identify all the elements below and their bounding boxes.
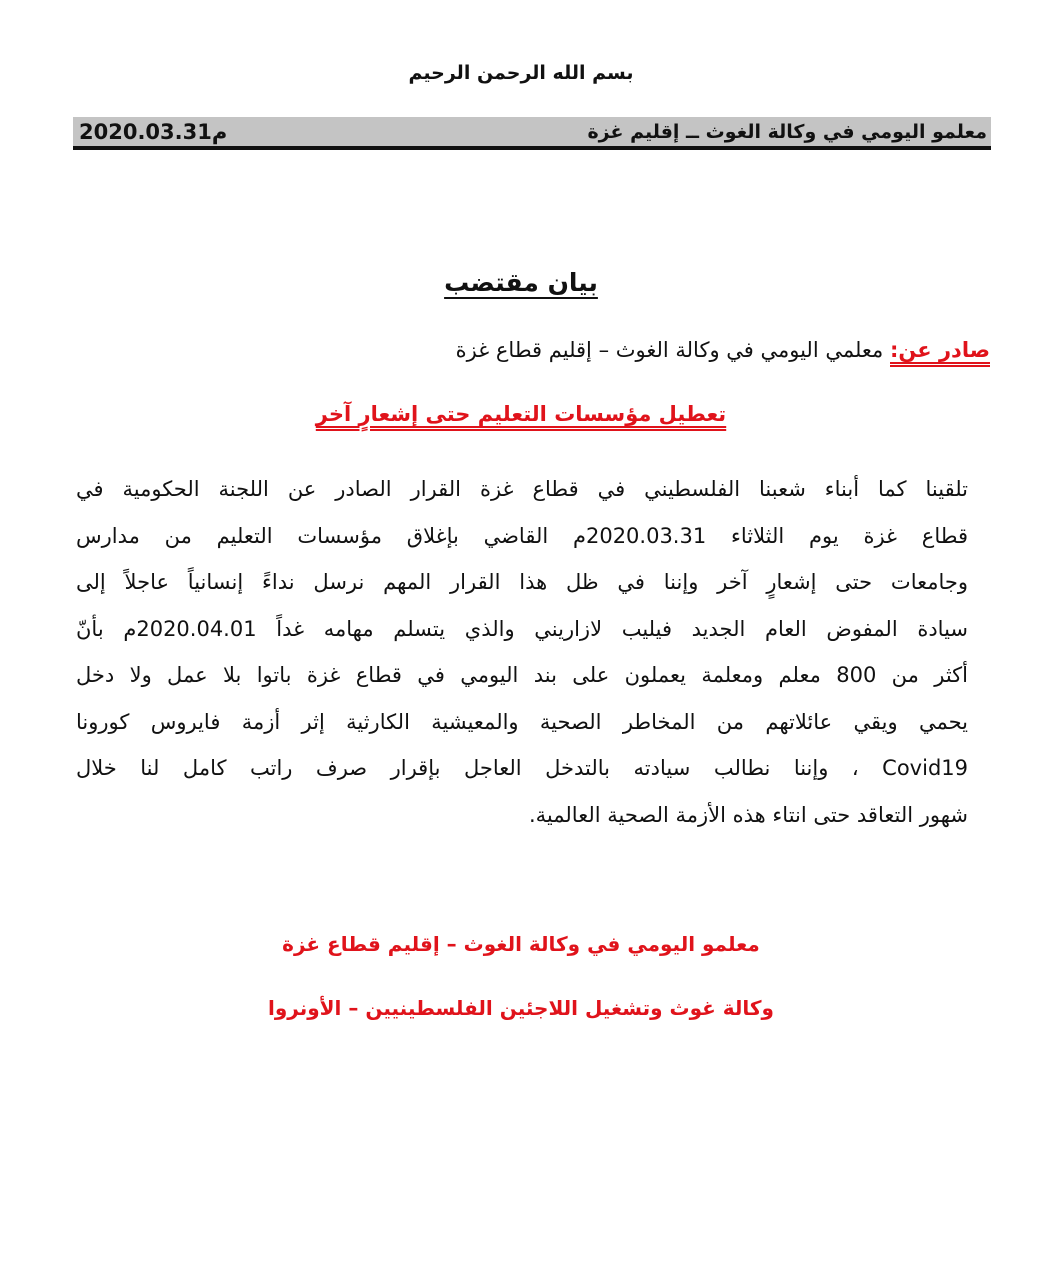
signature-line-2: وكالة غوث وتشغيل اللاجئين الفلسطينيين – الأونروا: [267, 996, 774, 1020]
body-line: شهور التعاقد حتى انتاء هذه الأزمة الصحية العالمية.: [529, 802, 968, 827]
body-line: سيادة المفوض العام الجديد فيليب لازاريني والذي يتسلم مهامه غداً 2020.04.01م بأنّ: [76, 616, 969, 641]
body-line: يحمي ويقي عائلاتهم من المخاطر الصحية والمعيشية الكارثية إثر أزمة فايروس كورونا: [76, 709, 968, 734]
header-organization: معلمو اليومي في وكالة الغوث ــ إقليم غزة: [587, 120, 987, 143]
body-line: وجامعات حتى إشعارٍ آخر وإننا في ظل هذا القرار المهم نرسل نداءً إنسانياً عاجلاً إلى: [76, 570, 968, 594]
issuer-label: صادر عن:: [890, 338, 990, 362]
body-line: تلقينا كما أبناء شعبنا الفلسطيني في قطاع غزة القرار الصادر عن اللجنة الحكومية في: [76, 477, 968, 501]
signature-line-1: معلمو اليومي في وكالة الغوث – إقليم قطاع غزة: [282, 932, 760, 956]
issuer-line: [456, 338, 990, 362]
header-bar: [73, 117, 991, 150]
document-title: [0, 268, 1042, 297]
document-title-text: بيان مقتضب: [444, 268, 598, 297]
body-line: Covid19 ، وإننا نطالب سيادته بالتدخل العاجل بإقرار صرف راتب كامل لنا خلال: [76, 756, 968, 780]
body-line: قطاع غزة يوم الثلاثاء 2020.03.31م القاضي بإغلاق مؤسسات التعليم من مدارس: [76, 523, 968, 548]
document-subtitle: [0, 402, 1042, 426]
header-date: 2020.03.31م: [79, 119, 228, 144]
document-subtitle-text: تعطيل مؤسسات التعليم حتى إشعارٍ آخر: [315, 402, 727, 426]
basmala-heading: بسم الله الرحمن الرحيم: [408, 62, 634, 84]
body-line: أكثر من 800 معلم ومعلمة يعملون على بند اليومي في قطاع غزة باتوا بلا عمل ولا دخل: [76, 663, 969, 687]
issuer-value: معلمي اليومي في وكالة الغوث – إقليم قطاع غزة: [455, 338, 884, 362]
statement-body: [76, 466, 968, 838]
